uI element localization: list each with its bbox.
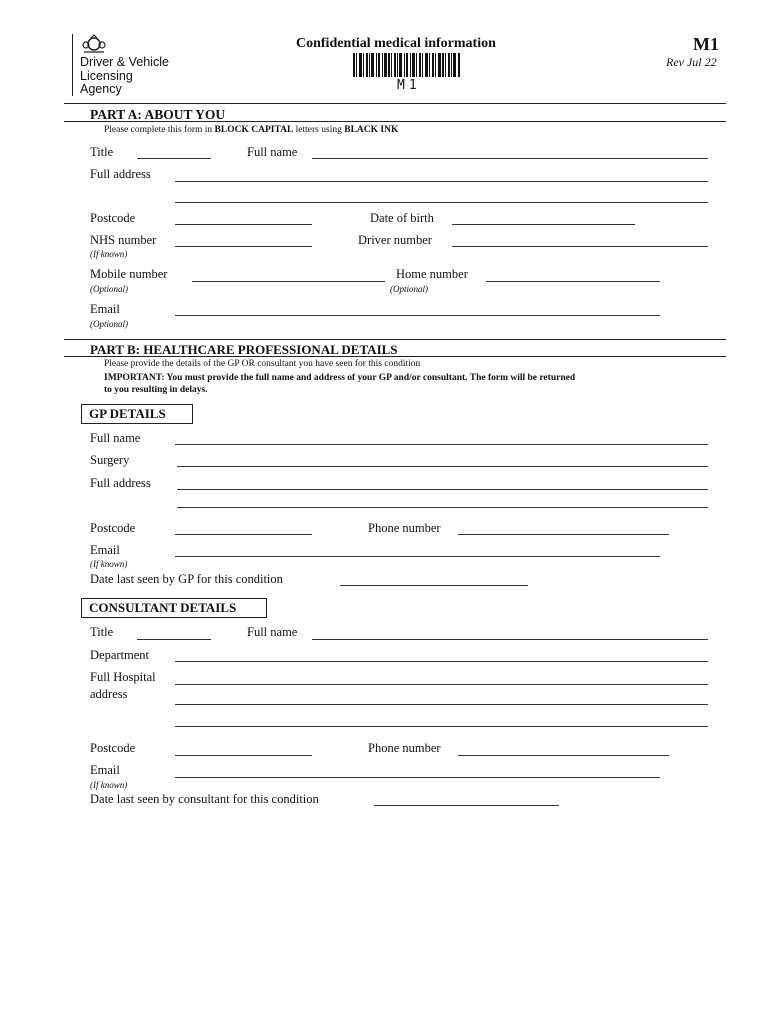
title-label: Title [90, 145, 114, 159]
part-a-heading: PART A: ABOUT YOU [90, 107, 226, 122]
dvla-logo [72, 34, 203, 96]
postcode-field[interactable] [175, 224, 312, 225]
full-address-label: Full address [90, 167, 151, 181]
mobile-number-label: Mobile number [90, 267, 168, 281]
gp-email-note: (If known) [90, 559, 128, 569]
part-b-note-1: Please provide the details of the GP OR consultant you have seen for this condition [104, 359, 421, 369]
gp-email-field[interactable] [175, 556, 660, 557]
title-field[interactable] [137, 158, 211, 159]
hospital-address-label-2: address [90, 687, 128, 701]
consultant-email-note: (If known) [90, 780, 128, 790]
part-a-instruction: Please complete this form in BLOCK CAPITAL letters using BLACK INK [104, 125, 399, 135]
hospital-address-field-2[interactable] [175, 704, 708, 705]
consultant-date-seen-field[interactable] [374, 805, 559, 806]
gp-details-heading: GP DETAILS [81, 404, 193, 424]
logo-line-1: Driver & Vehicle [80, 55, 169, 69]
department-label: Department [90, 648, 150, 662]
revision-label: Rev Jul 22 [666, 55, 717, 69]
hospital-address-field-3[interactable] [175, 726, 708, 727]
gp-surgery-label: Surgery [90, 453, 130, 467]
royal-crest-icon [81, 34, 107, 54]
logo-line-2: Licensing [80, 68, 133, 83]
gp-full-address-field-2[interactable] [177, 507, 708, 508]
home-number-field[interactable] [486, 281, 660, 282]
part-b-heading: PART B: HEALTHCARE PROFESSIONAL DETAILS [90, 342, 398, 357]
email-label: Email [90, 302, 120, 316]
gp-full-address-label: Full address [90, 476, 151, 490]
consultant-email-field[interactable] [175, 777, 660, 778]
nhs-number-note: (If known) [90, 249, 128, 259]
gp-phone-label: Phone number [368, 521, 441, 535]
gp-full-name-field[interactable] [175, 444, 708, 445]
full-name-label: Full name [247, 145, 298, 159]
nhs-number-label: NHS number [90, 233, 157, 247]
hospital-address-field-1[interactable] [175, 684, 708, 685]
home-number-label: Home number [396, 267, 468, 281]
nhs-number-field[interactable] [175, 246, 312, 247]
email-field[interactable] [175, 315, 660, 316]
gp-postcode-field[interactable] [175, 534, 312, 535]
mobile-number-note: (Optional) [90, 284, 128, 294]
part-a-top-rule [64, 103, 726, 104]
full-address-field-1[interactable] [175, 181, 708, 182]
part-b-note-2: IMPORTANT: You must provide the full name and address of your GP and/or consultant. The form will be returned [104, 373, 576, 383]
postcode-label: Postcode [90, 211, 136, 225]
gp-surgery-field[interactable] [177, 466, 708, 467]
logo-line-3: Agency [80, 82, 122, 96]
consultant-details-heading: CONSULTANT DETAILS [81, 598, 267, 618]
consultant-full-name-label: Full name [247, 625, 298, 639]
consultant-phone-label: Phone number [368, 741, 441, 755]
gp-date-seen-field[interactable] [340, 585, 528, 586]
part-b-note-3: to you resulting in delays. [104, 385, 208, 395]
gp-full-name-label: Full name [90, 431, 141, 445]
barcode [353, 53, 461, 77]
consultant-phone-field[interactable] [458, 755, 669, 756]
consultant-email-label: Email [90, 763, 120, 777]
consultant-date-seen-label: Date last seen by consultant for this condition [90, 792, 319, 806]
page-title: Confidential medical information [296, 36, 496, 51]
part-a-bottom-rule [64, 121, 726, 122]
full-name-field[interactable] [312, 158, 708, 159]
gp-phone-field[interactable] [458, 534, 669, 535]
gp-postcode-label: Postcode [90, 521, 136, 535]
driver-number-field[interactable] [452, 246, 708, 247]
consultant-postcode-field[interactable] [175, 755, 312, 756]
email-note: (Optional) [90, 319, 128, 329]
gp-email-label: Email [90, 543, 120, 557]
gp-full-address-field-1[interactable] [177, 489, 708, 490]
home-number-note: (Optional) [390, 284, 428, 294]
consultant-title-label: Title [90, 625, 114, 639]
mobile-number-field[interactable] [192, 281, 385, 282]
department-field[interactable] [175, 661, 708, 662]
barcode-text: M1 [397, 78, 421, 93]
full-address-field-2[interactable] [175, 202, 708, 203]
consultant-title-field[interactable] [137, 639, 211, 640]
form-code: M1 [693, 34, 719, 54]
consultant-full-name-field[interactable] [312, 639, 708, 640]
consultant-postcode-label: Postcode [90, 741, 136, 755]
part-b-top-rule [64, 339, 726, 340]
driver-number-label: Driver number [358, 233, 432, 247]
part-b-bottom-rule [64, 356, 726, 357]
gp-date-seen-label: Date last seen by GP for this condition [90, 572, 283, 586]
dob-label: Date of birth [370, 211, 434, 225]
dob-field[interactable] [452, 224, 635, 225]
hospital-address-label-1: Full Hospital [90, 670, 156, 684]
